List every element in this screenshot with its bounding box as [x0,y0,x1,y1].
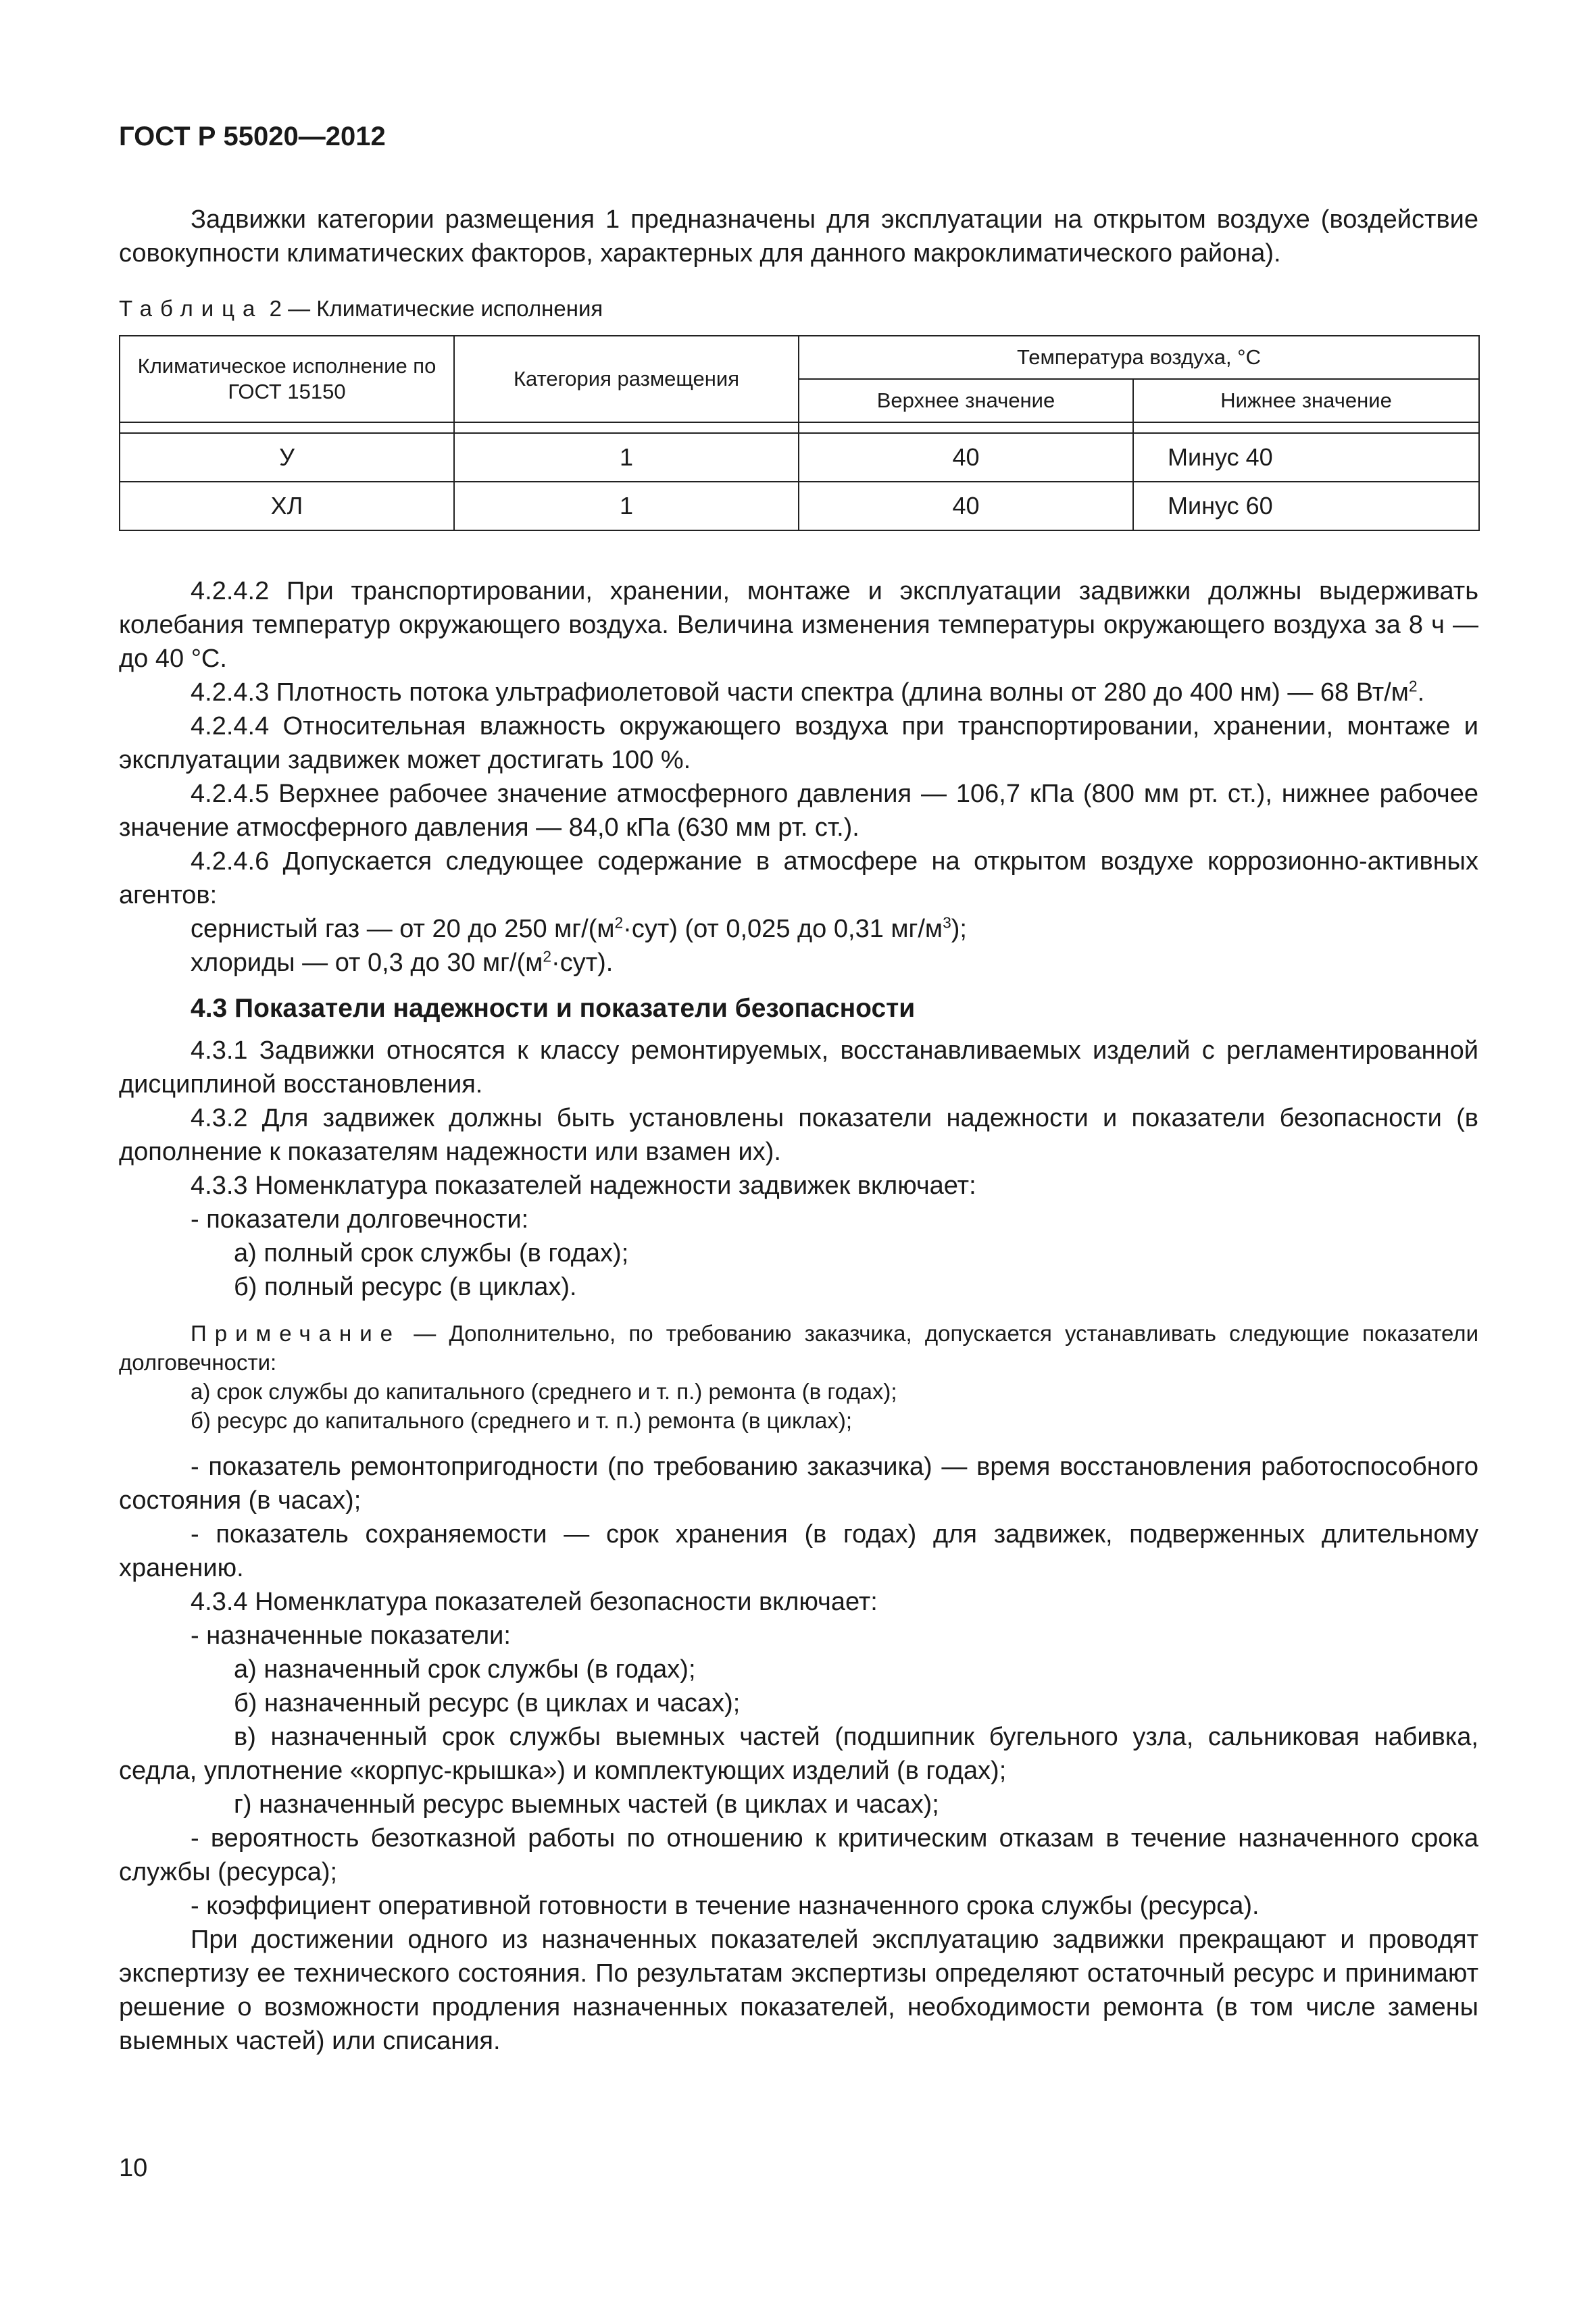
gas-text-a: сернистый газ — от 20 до 250 мг/(м [191,915,615,943]
gap-cell [799,422,1133,433]
list-item: б) полный ресурс (в циклах). [234,1273,577,1301]
list-item: г) назначенный ресурс выемных частей (в циклах и часах); [234,1790,939,1819]
paragraph-4-3-1: 4.3.1 Задвижки относятся к классу ремонтируемых, восстанавливаемых изделий с регламентированной дисциплиной восстановления. [119,1036,1478,1099]
table-gap-row [120,422,1479,433]
header-temperature: Температура воздуха, °С [799,336,1479,379]
table-row [120,482,1479,530]
table-caption-label: Таблица [119,296,264,321]
list-item: б) назначенный ресурс (в циклах и часах); [234,1689,741,1717]
note-text: — Дополнительно, по требованию заказчика, допускается устанавливать следующие показатели долговечности: [119,1321,1478,1375]
gap-cell [1133,422,1479,433]
table-row [120,433,1479,482]
note-block [119,1319,1478,1435]
table-caption [119,296,603,322]
header-category: Категория размещения [454,336,799,422]
list-item: а) назначенный срок службы (в годах); [234,1655,696,1684]
section-heading-4-3: 4.3 Показатели надежности и показатели безопасности [191,994,916,1023]
paragraph-4-2-4-3 [119,676,1478,709]
cell-climate: ХЛ [120,482,454,530]
cell-category: 1 [454,433,799,482]
sup-2: 2 [1408,677,1418,695]
table-header-row [120,336,1479,379]
table-caption-title: 2 — Климатические исполнения [269,296,603,321]
cell-upper: 40 [799,482,1133,530]
list-item: а) полный срок службы (в годах); [234,1239,629,1267]
intro-paragraph: Задвижки категории размещения 1 предназначены для эксплуатации на открытом воздухе (воздействие совокупности климатических факторов, характерных для данного макроклиматического района). [119,205,1478,268]
climate-table [119,335,1480,531]
gas-text-b: ·сут) (от 0,025 до 0,31 мг/м [623,915,943,943]
paragraph-4-2-4-4: 4.2.4.4 Относительная влажность окружающего воздуха при транспортировании, хранении, монтаже и эксплуатации задвижек может достигать 100 %. [119,712,1478,774]
p4243-text: 4.2.4.3 Плотность потока ультрафиолетовой части спектра (длина волны от 280 до 400 нм) — 68 Вт/м [191,678,1409,707]
paragraph-sohr: - показатель сохраняемости — срок хранения (в годах) для задвижек, подверженных длительному хранению. [119,1520,1478,1582]
paragraph-final: При достижении одного из назначенных показателей эксплуатацию задвижки прекращают и проводят экспертизу ее технического состояния. По результатам экспертизы определяют остаточный ресурс и принимают решение о возможности продления назначенных показателей, необходимости ремонта (в том числе замены выемных частей) или списания. [119,1926,1478,2055]
paragraph-veroyat: - вероятность безотказной работы по отношению к критическим отказам в течение назначенного срока службы (ресурса); [119,1824,1478,1886]
chloride-line [119,946,1478,980]
paragraph-4-3-2: 4.3.2 Для задвижек должны быть установлены показатели надежности и показатели безопасности (в дополнение к показателям надежности или взамен их). [119,1104,1478,1166]
paragraph-4-3-3: 4.3.3 Номенклатура показателей надежности задвижек включает: [191,1172,976,1200]
sup-3: 3 [943,913,951,932]
header-climate: Климатическое исполнение по ГОСТ 15150 [120,336,454,422]
paragraph-4-2-4-2: 4.2.4.2 При транспортировании, хранении, монтаже и эксплуатации задвижки должны выдерживать колебания температур окружающего воздуха. Величина изменения температуры окружающего воздуха за 8 ч — до 40 °С. [119,577,1478,673]
chl-text-a: хлориды — от 0,3 до 30 мг/(м [191,949,543,977]
paragraph-4-2-4-5: 4.2.4.5 Верхнее рабочее значение атмосферного давления — 106,7 кПа (800 мм рт. ст.), нижнее рабочее значение атмосферного давления — 84,0 кПа (630 мм рт. ст.). [119,780,1478,842]
page-number: 10 [119,2154,148,2182]
chl-text-b: ·сут). [551,949,614,977]
intro-block [119,203,1478,270]
cell-climate: У [120,433,454,482]
paragraph-koef: - коэффициент оперативной готовности в течение назначенного срока службы (ресурса). [191,1892,1260,1920]
p4243-end: . [1417,678,1425,707]
header-lower: Нижнее значение [1133,379,1479,422]
list-item: - назначенные показатели: [191,1621,511,1650]
paragraph-4-2-4-6: 4.2.4.6 Допускается следующее содержание в атмосфере на открытом воздухе коррозионно-активных агентов: [119,847,1478,909]
list-item: - показатели долговечности: [191,1205,529,1234]
note-item: б) ресурс до капитального (среднего и т. п.) ремонта (в циклах); [191,1408,853,1433]
cell-category: 1 [454,482,799,530]
note-paragraph [119,1319,1478,1377]
sup-2: 2 [614,913,624,932]
note-label: Примечание [191,1321,401,1346]
paragraph-remont: - показатель ремонтопригодности (по требованию заказчика) — время восстановления работоспособного состояния (в часах); [119,1453,1478,1515]
note-item: а) срок службы до капитального (среднего и т. п.) ремонта (в годах); [191,1379,897,1404]
sup-2: 2 [543,947,552,965]
cell-lower: Минус 40 [1133,433,1479,482]
header-upper: Верхнее значение [799,379,1133,422]
paragraph-4-3-4: 4.3.4 Номенклатура показателей безопасности включает: [191,1588,878,1616]
cell-upper: 40 [799,433,1133,482]
gas-text-c: ); [951,915,967,943]
gap-cell [120,422,454,433]
gap-cell [454,422,799,433]
main-text [119,574,1478,2058]
document-id-header: ГОСТ Р 55020—2012 [119,122,386,151]
gas-line [119,912,1478,946]
cell-lower: Минус 60 [1133,482,1479,530]
list-item: в) назначенный срок службы выемных частей (подшипник бугельного узла, сальниковая набивка, седла, уплотнение «корпус-крышка») и комплектующих изделий (в годах); [119,1723,1478,1785]
